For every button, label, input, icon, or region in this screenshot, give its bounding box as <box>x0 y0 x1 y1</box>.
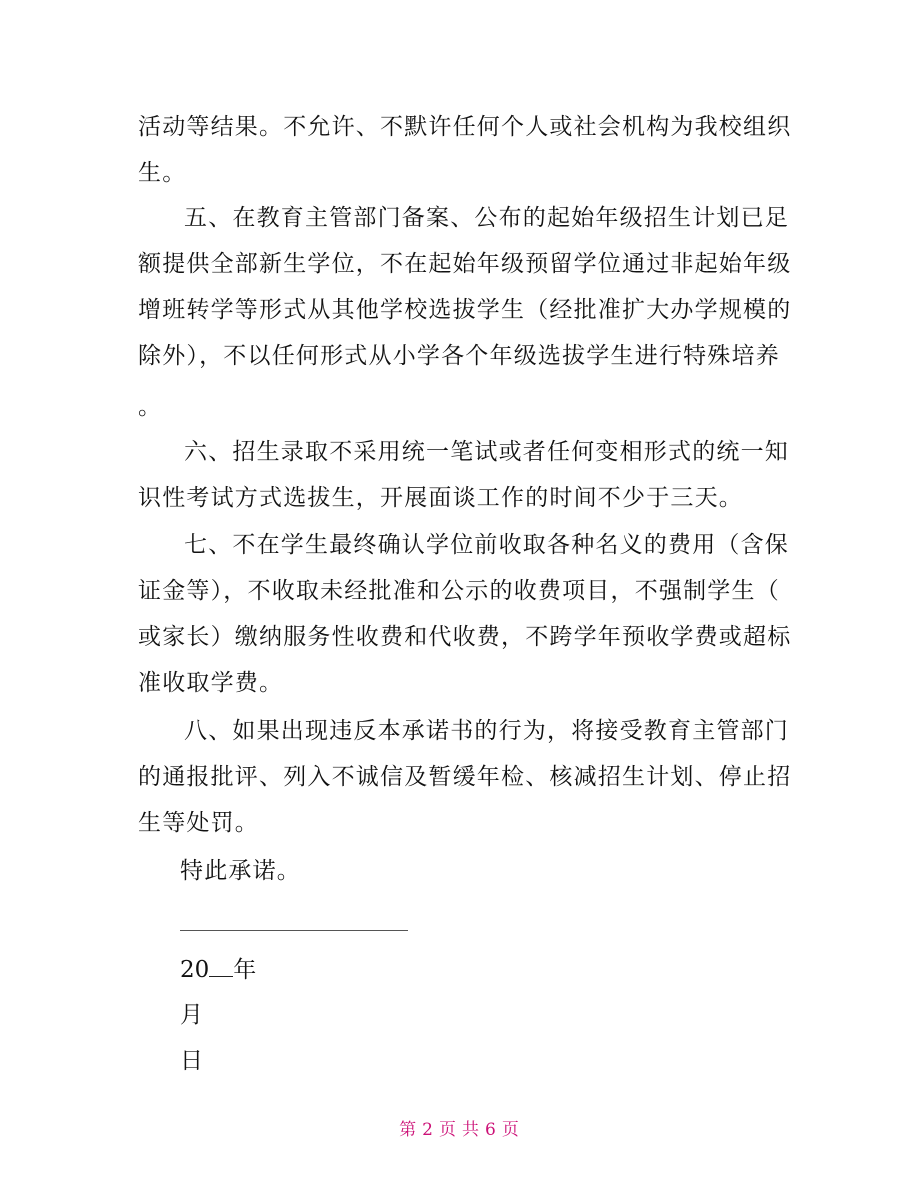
footer-label: 页 <box>439 1120 458 1140</box>
paragraph-eight-line: 八、如果出现违反本承诺书的行为，将接受教育主管部门 <box>184 718 789 744</box>
closing-statement: 特此承诺。 <box>180 858 301 884</box>
date-year <box>180 955 256 985</box>
paragraph-line: 的通报批评、列入不诚信及暂缓年检、核减招生计划、停止招 <box>138 764 792 790</box>
footer-label: 页 <box>501 1120 521 1140</box>
year-blank <box>209 956 233 977</box>
footer-label: 第 <box>399 1120 419 1140</box>
year-prefix: 20 <box>180 957 210 983</box>
paragraph-line: 生等处罚。 <box>138 810 259 836</box>
paragraph-six-line: 六、招生录取不采用统一笔试或者任何变相形式的统一知 <box>184 439 789 465</box>
paragraph-seven-line: 七、不在学生最终确认学位前收取各种名义的费用（含保 <box>184 532 789 558</box>
signature-line <box>180 930 408 931</box>
total-pages-number: 6 <box>485 1120 498 1140</box>
date-month: 月 <box>180 1002 205 1028</box>
page-footer <box>0 1115 920 1140</box>
paragraph-line: 识性考试方式选拔生，开展面谈工作的时间不少于三天。 <box>138 485 743 511</box>
paragraph-line: 额提供全部新生学位，不在起始年级预留学位通过非起始年级 <box>138 251 792 277</box>
paragraph-line: 除外），不以任何形式从小学各个年级选拔学生进行特殊培养 <box>138 343 780 369</box>
paragraph-line: 。 <box>138 394 163 420</box>
paragraph-line: 或家长）缴纳服务性收费和代收费，不跨学年预收学费或超标 <box>138 624 792 650</box>
paragraph-line: 证金等），不收取未经批准和公示的收费项目，不强制学生（ <box>138 578 780 604</box>
paragraph-line: 活动等结果。不允许、不默许任何个人或社会机构为我校组织 <box>138 114 792 140</box>
paragraph-line: 增班转学等形式从其他学校选拔学生（经批准扩大办学规模的 <box>138 297 792 323</box>
footer-label: 共 <box>462 1120 481 1140</box>
paragraph-line: 准收取学费。 <box>138 670 284 696</box>
paragraph-line: 生。 <box>138 160 187 186</box>
year-suffix: 年 <box>233 957 257 983</box>
paragraph-five-line: 五、在教育主管部门备案、公布的起始年级招生计划已足 <box>184 205 789 231</box>
current-page-number: 2 <box>422 1120 435 1140</box>
date-day: 日 <box>180 1048 205 1074</box>
